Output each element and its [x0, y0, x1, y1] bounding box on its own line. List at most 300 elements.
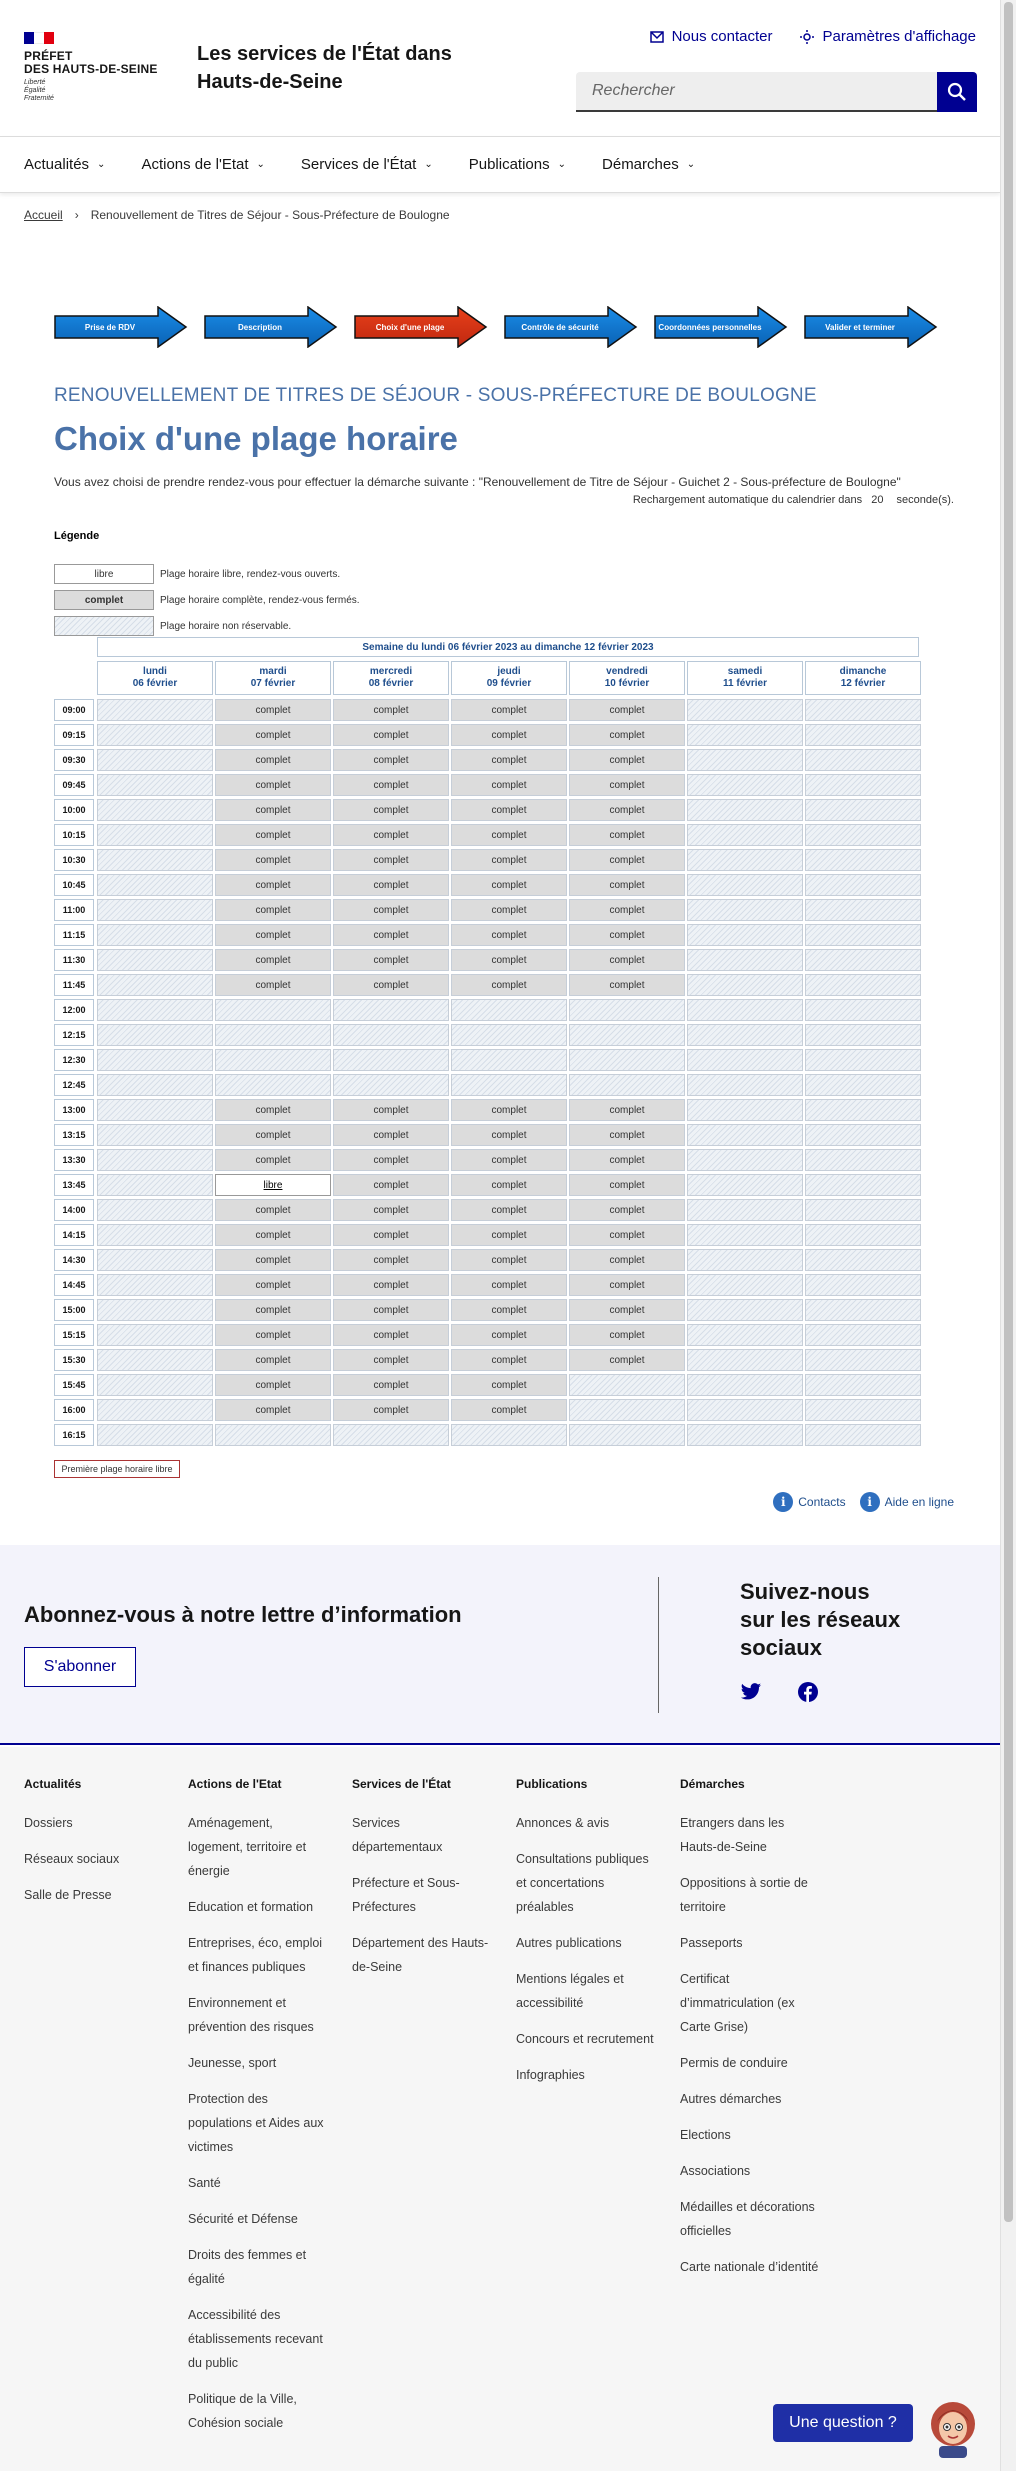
contacts-link[interactable]	[773, 1492, 845, 1512]
slot-unavailable	[569, 999, 685, 1021]
time-label: 12:45	[54, 1074, 94, 1096]
logo-line1: PRÉFET	[24, 49, 73, 63]
slot-unavailable	[687, 1124, 803, 1146]
social-title-2: sur les réseaux	[740, 1607, 901, 1632]
slot-unavailable	[805, 1299, 921, 1321]
slot-unavailable	[97, 1049, 213, 1071]
day-header	[97, 661, 213, 695]
footer-link[interactable]: Préfecture et Sous-Préfectures	[352, 1876, 460, 1914]
step-label: Contrôle de sécurité	[521, 322, 599, 332]
footer-heading[interactable]: Actualités	[24, 1777, 82, 1791]
slot-full: complet	[333, 774, 449, 796]
slot-full: complet	[215, 1274, 331, 1296]
search-input[interactable]: Rechercher	[576, 72, 937, 112]
footer-link[interactable]: Salle de Presse	[24, 1888, 112, 1902]
slot-unavailable	[97, 974, 213, 996]
day-name: jeudi	[497, 666, 521, 677]
divider	[658, 1577, 659, 1713]
slot-unavailable	[97, 1324, 213, 1346]
time-label: 14:00	[54, 1199, 94, 1221]
time-label: 13:45	[54, 1174, 94, 1196]
footer-link[interactable]: Environnement et prévention des risques	[188, 1996, 314, 2034]
legend	[54, 563, 360, 641]
chevron-down-icon: ⌄	[424, 159, 433, 170]
step-label: Choix d'une plage	[375, 322, 445, 332]
slot-full: complet	[569, 924, 685, 946]
slot-unavailable	[805, 974, 921, 996]
time-label: 09:30	[54, 749, 94, 771]
slot-full: complet	[215, 899, 331, 921]
slot-unavailable	[97, 1174, 213, 1196]
step-label: Coordonnées personnelles	[658, 322, 762, 332]
slot-full: complet	[333, 1274, 449, 1296]
slot-unavailable	[687, 899, 803, 921]
slot-full: complet	[569, 849, 685, 871]
motto-1: Liberté	[24, 79, 46, 86]
footer-link[interactable]: Permis de conduire	[680, 2056, 788, 2070]
footer-link[interactable]: Oppositions à sortie de territoire	[680, 1876, 808, 1914]
step-label: Prise de RDV	[84, 322, 136, 332]
progress-steps	[54, 306, 938, 348]
slot-unavailable	[805, 699, 921, 721]
slot-unavailable	[805, 949, 921, 971]
legend-swatch: libre	[54, 564, 154, 584]
scrollbar[interactable]	[1000, 0, 1016, 2471]
time-label: 14:15	[54, 1224, 94, 1246]
legend-row	[54, 615, 360, 637]
day-header	[687, 661, 803, 695]
step-3	[354, 306, 488, 348]
day-header	[805, 661, 921, 695]
slot-unavailable	[687, 1324, 803, 1346]
slot-unavailable	[215, 1024, 331, 1046]
slot-full: complet	[215, 849, 331, 871]
day-header	[333, 661, 449, 695]
online-help-link[interactable]	[860, 1492, 954, 1512]
slot-unavailable	[805, 1099, 921, 1121]
slot-full: complet	[215, 1324, 331, 1346]
day-header	[451, 661, 567, 695]
twitter-icon[interactable]	[740, 1682, 762, 1702]
social-title	[740, 1578, 910, 1662]
slot-unavailable	[805, 824, 921, 846]
social-links	[740, 1682, 818, 1702]
footer-link[interactable]: Annonces & avis	[516, 1816, 610, 1830]
footer-link[interactable]: Département des Hauts-de-Seine	[352, 1936, 489, 1974]
breadcrumb-home[interactable]: Accueil	[24, 208, 63, 222]
slot-full: complet	[451, 899, 567, 921]
slot-full: complet	[215, 1124, 331, 1146]
slot-full: complet	[451, 1374, 567, 1396]
search-bar	[576, 72, 977, 112]
footer-heading[interactable]: Démarches	[680, 1777, 745, 1791]
step-2	[204, 306, 338, 348]
chevron-down-icon: ⌄	[557, 159, 567, 170]
footer-link[interactable]: Services départementaux	[352, 1816, 443, 1854]
chevron-down-icon: ⌄	[97, 159, 106, 170]
chatbot-avatar[interactable]	[925, 2394, 981, 2458]
slot-unavailable	[687, 1424, 803, 1446]
slot-unavailable	[215, 1049, 331, 1071]
slot-full: complet	[333, 974, 449, 996]
slot-unavailable	[805, 874, 921, 896]
slot-full: complet	[333, 724, 449, 746]
slot-unavailable	[215, 999, 331, 1021]
time-label: 15:00	[54, 1299, 94, 1321]
slot-full: complet	[215, 1149, 331, 1171]
footer-column	[680, 1777, 820, 2291]
slot-full: complet	[569, 1124, 685, 1146]
day-name: dimanche	[839, 666, 887, 677]
slot-full: complet	[569, 1224, 685, 1246]
newsletter-section	[0, 1545, 1000, 1745]
time-label: 11:30	[54, 949, 94, 971]
slot-unavailable	[687, 799, 803, 821]
slot-unavailable	[687, 749, 803, 771]
slot-full: complet	[333, 874, 449, 896]
subscribe-button[interactable]: S'abonner	[24, 1647, 136, 1687]
footer-link[interactable]: Médailles et décorations officielles	[680, 2200, 815, 2238]
footer-link[interactable]: Associations	[680, 2164, 751, 2178]
time-label: 14:45	[54, 1274, 94, 1296]
slot-unavailable	[805, 1149, 921, 1171]
slot-unavailable	[805, 1424, 921, 1446]
footer-link[interactable]: Consultations publiques et concertations préalables	[516, 1852, 649, 1914]
footer-link[interactable]: Passeports	[680, 1936, 743, 1950]
slot-full: complet	[215, 724, 331, 746]
footer-link[interactable]: Education et formation	[188, 1900, 314, 1914]
slot-free[interactable]: libre	[215, 1174, 331, 1196]
slot-unavailable	[805, 774, 921, 796]
footer-link[interactable]: Dossiers	[24, 1816, 73, 1830]
scrollbar-thumb[interactable]	[1004, 2, 1013, 2222]
slot-full: complet	[451, 874, 567, 896]
breadcrumb	[24, 208, 450, 222]
slot-unavailable	[805, 1399, 921, 1421]
slot-unavailable	[805, 924, 921, 946]
time-label: 16:15	[54, 1424, 94, 1446]
first-free-slot-button[interactable]: Première plage horaire libre	[54, 1460, 180, 1478]
footer-column	[188, 1777, 328, 2447]
slot-full: complet	[451, 1224, 567, 1246]
slot-unavailable	[97, 899, 213, 921]
day-name: lundi	[143, 666, 167, 677]
slot-unavailable	[805, 849, 921, 871]
slot-unavailable	[97, 1199, 213, 1221]
step-label: Valider et terminer	[825, 322, 895, 332]
slot-unavailable	[687, 1199, 803, 1221]
online-help-label: Aide en ligne	[884, 1495, 954, 1509]
slot-full: complet	[451, 749, 567, 771]
time-label: 09:45	[54, 774, 94, 796]
reload-notice	[633, 494, 954, 506]
slot-full: complet	[215, 824, 331, 846]
legend-text: Plage horaire complète, rendez-vous fermés.	[160, 594, 360, 606]
slot-unavailable	[805, 899, 921, 921]
slot-unavailable	[805, 749, 921, 771]
slot-unavailable	[687, 874, 803, 896]
page-title: Choix d'une plage horaire	[54, 420, 458, 457]
slot-unavailable	[569, 1374, 685, 1396]
slot-unavailable	[569, 1024, 685, 1046]
chat-button[interactable]: Une question ?	[773, 2404, 913, 2442]
slot-full: complet	[451, 1349, 567, 1371]
nav-item[interactable]	[301, 137, 433, 192]
slot-unavailable	[97, 699, 213, 721]
slot-unavailable	[97, 849, 213, 871]
slot-unavailable	[687, 974, 803, 996]
slot-full: complet	[333, 899, 449, 921]
footer-link[interactable]: Santé	[188, 2176, 221, 2190]
footer-link[interactable]: Jeunesse, sport	[188, 2056, 277, 2070]
slot-full: complet	[451, 924, 567, 946]
slot-unavailable	[687, 1224, 803, 1246]
slot-full: complet	[569, 824, 685, 846]
day-header	[569, 661, 685, 695]
slot-full: complet	[333, 1224, 449, 1246]
breadcrumb-current: Renouvellement de Titres de Séjour - Sous-Préfecture de Boulogne	[90, 208, 450, 222]
step-6	[804, 306, 938, 348]
legend-row	[54, 589, 360, 611]
slot-unavailable	[97, 1024, 213, 1046]
help-links	[773, 1492, 954, 1512]
day-name: samedi	[727, 666, 763, 677]
day-date: 06 février	[132, 678, 178, 689]
footer-link[interactable]: Aménagement, logement, territoire et énergie	[188, 1816, 307, 1878]
slot-full: complet	[333, 1399, 449, 1421]
footer-link[interactable]: Accessibilité des établissements recevant du public	[188, 2308, 323, 2370]
slot-unavailable	[805, 1199, 921, 1221]
slot-unavailable	[805, 999, 921, 1021]
slot-full: complet	[569, 1174, 685, 1196]
slot-full: complet	[569, 1149, 685, 1171]
sun-icon	[800, 30, 814, 44]
footer-heading[interactable]: Actions de l'Etat	[188, 1777, 282, 1791]
slot-full: complet	[215, 799, 331, 821]
display-settings-link[interactable]	[800, 28, 976, 45]
footer-link[interactable]: Carte nationale d’identité	[680, 2260, 819, 2274]
slot-unavailable	[97, 1099, 213, 1121]
time-label: 10:30	[54, 849, 94, 871]
motto-2: Égalité	[24, 87, 46, 94]
footer-link[interactable]: Autres démarches	[680, 2092, 782, 2106]
time-label: 10:15	[54, 824, 94, 846]
slot-unavailable	[687, 1074, 803, 1096]
slot-unavailable	[97, 1374, 213, 1396]
slot-unavailable	[687, 849, 803, 871]
slot-full: complet	[569, 1349, 685, 1371]
info-icon: i	[860, 1492, 880, 1512]
social-title-3: sociaux	[740, 1635, 822, 1660]
slot-unavailable	[97, 1424, 213, 1446]
slot-full: complet	[569, 874, 685, 896]
slot-unavailable	[687, 724, 803, 746]
contact-link[interactable]	[650, 28, 773, 45]
slot-unavailable	[687, 1274, 803, 1296]
day-header	[215, 661, 331, 695]
slot-full: complet	[569, 1199, 685, 1221]
day-name: vendredi	[606, 666, 648, 677]
slot-unavailable	[97, 799, 213, 821]
day-date: 11 février	[723, 678, 767, 689]
nav-item-label: Services de l'État	[300, 156, 417, 173]
slot-unavailable	[451, 1424, 567, 1446]
nav-item[interactable]	[24, 137, 105, 192]
site-title[interactable]	[197, 40, 497, 96]
nav-item[interactable]	[469, 137, 566, 192]
slot-unavailable	[569, 1049, 685, 1071]
nav-item-label: Démarches	[602, 156, 679, 173]
nav-item-label: Actions de l'Etat	[141, 156, 249, 173]
day-date: 10 février	[604, 678, 650, 689]
slot-full: complet	[215, 1099, 331, 1121]
time-label: 11:00	[54, 899, 94, 921]
slot-unavailable	[97, 949, 213, 971]
slot-full: complet	[569, 1274, 685, 1296]
slot-unavailable	[687, 774, 803, 796]
slot-full: complet	[451, 949, 567, 971]
footer-column	[24, 1777, 164, 1919]
footer-column	[516, 1777, 656, 2099]
footer-link[interactable]: Protection des populations et Aides aux victimes	[188, 2092, 324, 2154]
footer-link[interactable]: Concours et recrutement	[516, 2032, 654, 2046]
slot-unavailable	[805, 1024, 921, 1046]
slot-unavailable	[451, 1049, 567, 1071]
slot-full: complet	[569, 724, 685, 746]
legend-title: Légende	[54, 530, 100, 542]
footer-link[interactable]: Etrangers dans les Hauts-de-Seine	[680, 1816, 785, 1854]
slot-full: complet	[215, 924, 331, 946]
slot-full: complet	[215, 749, 331, 771]
day-date: 09 février	[486, 678, 532, 689]
slot-full: complet	[333, 1099, 449, 1121]
slot-unavailable	[569, 1074, 685, 1096]
top-links	[650, 28, 976, 45]
slot-full: complet	[333, 799, 449, 821]
slot-unavailable	[687, 1399, 803, 1421]
reload-count: 20	[871, 494, 884, 506]
slot-unavailable	[687, 949, 803, 971]
slot-unavailable	[805, 1174, 921, 1196]
search-button[interactable]	[937, 72, 977, 112]
slot-full: complet	[451, 699, 567, 721]
slot-unavailable	[97, 1274, 213, 1296]
footer-heading[interactable]: Publications	[516, 1777, 588, 1791]
slot-full: complet	[451, 1399, 567, 1421]
week-header: Semaine du lundi 06 février 2023 au dimanche 12 février 2023	[97, 637, 919, 657]
chevron-right-icon: ›	[74, 208, 79, 222]
slot-full: complet	[333, 1124, 449, 1146]
slot-full: complet	[215, 949, 331, 971]
slot-unavailable	[805, 1124, 921, 1146]
site-header	[0, 0, 1000, 137]
slot-unavailable	[333, 1424, 449, 1446]
slot-unavailable	[805, 1249, 921, 1271]
slot-unavailable	[97, 749, 213, 771]
slot-full: complet	[569, 699, 685, 721]
footer-link[interactable]: Sécurité et Défense	[188, 2212, 298, 2226]
slot-unavailable	[687, 1099, 803, 1121]
slot-unavailable	[215, 1074, 331, 1096]
slot-unavailable	[687, 1049, 803, 1071]
footer-link[interactable]: Réseaux sociaux	[24, 1852, 120, 1866]
logo-line2: DES HAUTS-DE-SEINE	[24, 62, 158, 76]
footer-link[interactable]: Elections	[680, 2128, 731, 2142]
prefet-logo[interactable]	[24, 32, 164, 103]
chevron-down-icon: ⌄	[686, 159, 696, 170]
slot-full: complet	[215, 1299, 331, 1321]
footer-column	[352, 1777, 492, 1991]
slot-full: complet	[333, 699, 449, 721]
slot-full: complet	[215, 1199, 331, 1221]
rdv-intro: Vous avez choisi de prendre rendez-vous pour effectuer la démarche suivante : "Renouvellement de Titre de Séjour - Guichet 2 - Sous-préfecture de Boulogne"	[54, 475, 901, 489]
footer-link[interactable]: Politique de la Ville, Cohésion sociale	[188, 2392, 297, 2430]
slot-unavailable	[687, 1349, 803, 1371]
footer-link[interactable]: Mentions légales et accessibilité	[516, 1972, 624, 2010]
nav-item[interactable]	[602, 137, 695, 192]
slot-unavailable	[97, 1249, 213, 1271]
slot-full: complet	[451, 724, 567, 746]
footer-link[interactable]: Entreprises, éco, emploi et finances publiques	[188, 1936, 323, 1974]
slot-full: complet	[451, 1299, 567, 1321]
main-nav	[0, 137, 1000, 193]
footer-heading[interactable]: Services de l'État	[352, 1777, 451, 1791]
slot-unavailable	[569, 1399, 685, 1421]
chevron-down-icon: ⌄	[256, 159, 265, 170]
time-label: 11:45	[54, 974, 94, 996]
slot-full: complet	[569, 1324, 685, 1346]
slot-unavailable	[687, 1024, 803, 1046]
time-label: 10:00	[54, 799, 94, 821]
slot-full: complet	[569, 749, 685, 771]
slot-full: complet	[215, 1224, 331, 1246]
slot-full: complet	[569, 799, 685, 821]
time-label: 09:15	[54, 724, 94, 746]
footer-link[interactable]: Certificat d’immatriculation (ex Carte Grise)	[680, 1972, 795, 2034]
slot-full: complet	[333, 749, 449, 771]
footer-link[interactable]: Autres publications	[516, 1936, 622, 1950]
legend-swatch	[54, 616, 154, 636]
slot-full: complet	[569, 1249, 685, 1271]
slot-unavailable	[215, 1424, 331, 1446]
info-icon: i	[773, 1492, 793, 1512]
slot-unavailable	[97, 999, 213, 1021]
slot-full: complet	[451, 774, 567, 796]
slot-unavailable	[805, 1074, 921, 1096]
slot-unavailable	[687, 824, 803, 846]
time-label: 12:30	[54, 1049, 94, 1071]
slot-full: complet	[215, 774, 331, 796]
slot-full: complet	[333, 949, 449, 971]
day-name: mardi	[259, 666, 287, 677]
slot-unavailable	[97, 1124, 213, 1146]
slot-unavailable	[97, 1149, 213, 1171]
newsletter-title: Abonnez-vous à notre lettre d’information	[24, 1602, 462, 1627]
slot-unavailable	[569, 1424, 685, 1446]
slot-full: complet	[333, 924, 449, 946]
slot-unavailable	[333, 1074, 449, 1096]
envelope-icon	[650, 31, 664, 43]
footer-link[interactable]: Infographies	[516, 2068, 585, 2082]
facebook-icon[interactable]	[798, 1682, 818, 1702]
slot-full: complet	[451, 974, 567, 996]
footer-link[interactable]: Droits des femmes et égalité	[188, 2248, 307, 2286]
slot-full: complet	[569, 1299, 685, 1321]
nav-item[interactable]	[141, 137, 264, 192]
nav-item-label: Publications	[468, 156, 550, 173]
time-label: 09:00	[54, 699, 94, 721]
slot-full: complet	[451, 1199, 567, 1221]
